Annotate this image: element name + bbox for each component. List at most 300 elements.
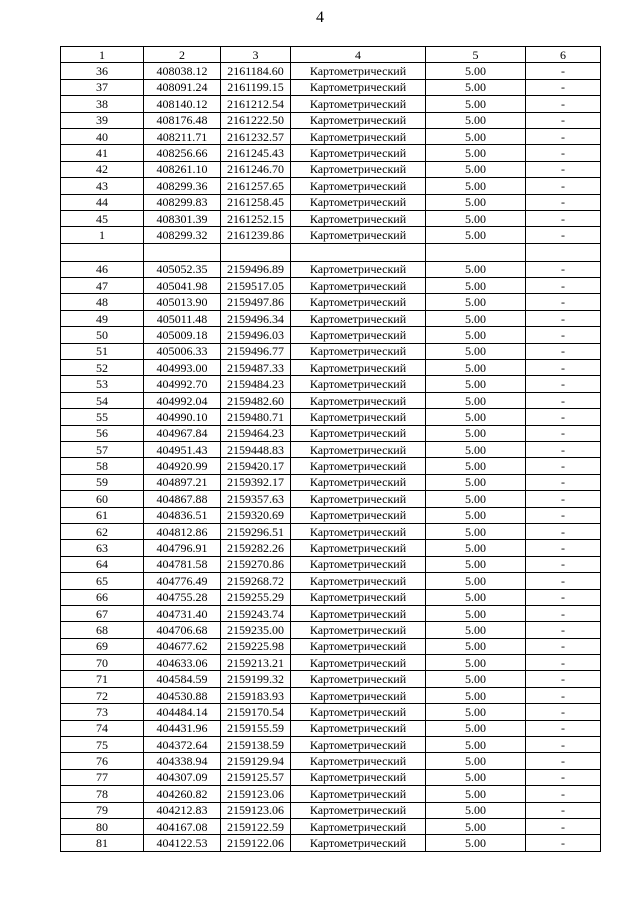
description-cell: - <box>526 540 601 556</box>
y-coordinate-cell: 2159482.60 <box>221 392 291 408</box>
method-cell: Картометрический <box>291 835 426 851</box>
description-cell: - <box>526 79 601 95</box>
table-row <box>61 79 601 95</box>
description-cell: - <box>526 261 601 277</box>
y-coordinate-cell: 2159129.94 <box>221 753 291 769</box>
description-cell: - <box>526 360 601 376</box>
description-cell: - <box>526 491 601 507</box>
x-coordinate-cell: 404677.62 <box>144 638 221 654</box>
method-cell: Картометрический <box>291 96 426 112</box>
y-coordinate-cell: 2159183.93 <box>221 687 291 703</box>
point-number-cell: 47 <box>61 278 144 294</box>
description-cell: - <box>526 523 601 539</box>
description-cell: - <box>526 294 601 310</box>
method-cell <box>291 243 426 261</box>
description-cell: - <box>526 818 601 834</box>
description-cell: - <box>526 210 601 226</box>
y-coordinate-cell: 2161246.70 <box>221 161 291 177</box>
y-coordinate-cell: 2159270.86 <box>221 556 291 572</box>
accuracy-cell: 5.00 <box>426 655 526 671</box>
table-row <box>61 720 601 736</box>
x-coordinate-cell: 404731.40 <box>144 605 221 621</box>
method-cell: Картометрический <box>291 178 426 194</box>
y-coordinate-cell: 2159496.03 <box>221 327 291 343</box>
y-coordinate-cell: 2159496.77 <box>221 343 291 359</box>
table-row <box>61 605 601 621</box>
description-cell: - <box>526 392 601 408</box>
description-cell: - <box>526 409 601 425</box>
accuracy-cell: 5.00 <box>426 622 526 638</box>
x-coordinate-cell: 408256.66 <box>144 145 221 161</box>
accuracy-cell: 5.00 <box>426 161 526 177</box>
method-cell: Картометрический <box>291 343 426 359</box>
description-cell: - <box>526 737 601 753</box>
accuracy-cell: 5.00 <box>426 210 526 226</box>
table-row <box>61 753 601 769</box>
point-number-cell: 56 <box>61 425 144 441</box>
table-row <box>61 128 601 144</box>
y-coordinate-cell: 2159123.06 <box>221 802 291 818</box>
description-cell: - <box>526 278 601 294</box>
accuracy-cell: 5.00 <box>426 294 526 310</box>
point-number-cell: 44 <box>61 194 144 210</box>
table-row <box>61 540 601 556</box>
x-coordinate-cell: 404967.84 <box>144 425 221 441</box>
point-number-cell: 74 <box>61 720 144 736</box>
table-row <box>61 243 601 261</box>
y-coordinate-cell: 2161212.54 <box>221 96 291 112</box>
description-cell: - <box>526 63 601 79</box>
description-cell: - <box>526 671 601 687</box>
column-header: 4 <box>291 47 426 63</box>
method-cell: Картометрический <box>291 145 426 161</box>
x-coordinate-cell: 404781.58 <box>144 556 221 572</box>
method-cell: Картометрический <box>291 655 426 671</box>
accuracy-cell: 5.00 <box>426 769 526 785</box>
method-cell: Картометрический <box>291 523 426 539</box>
column-header: 1 <box>61 47 144 63</box>
description-cell: - <box>526 802 601 818</box>
accuracy-cell: 5.00 <box>426 409 526 425</box>
description-cell: - <box>526 161 601 177</box>
y-coordinate-cell: 2159199.32 <box>221 671 291 687</box>
y-coordinate-cell: 2161184.60 <box>221 63 291 79</box>
table-body <box>61 63 601 851</box>
y-coordinate-cell: 2159420.17 <box>221 458 291 474</box>
table-row <box>61 161 601 177</box>
x-coordinate-cell: 404867.88 <box>144 491 221 507</box>
method-cell: Картометрический <box>291 409 426 425</box>
method-cell: Картометрический <box>291 261 426 277</box>
point-number-cell: 57 <box>61 441 144 457</box>
method-cell: Картометрический <box>291 720 426 736</box>
x-coordinate-cell: 404633.06 <box>144 655 221 671</box>
x-coordinate-cell: 404992.70 <box>144 376 221 392</box>
point-number-cell <box>61 243 144 261</box>
table-row <box>61 655 601 671</box>
accuracy-cell: 5.00 <box>426 128 526 144</box>
table-row <box>61 523 601 539</box>
x-coordinate-cell: 408299.36 <box>144 178 221 194</box>
method-cell: Картометрический <box>291 210 426 226</box>
point-number-cell: 70 <box>61 655 144 671</box>
point-number-cell: 40 <box>61 128 144 144</box>
table-row <box>61 818 601 834</box>
table-row <box>61 261 601 277</box>
table-row <box>61 63 601 79</box>
point-number-cell: 76 <box>61 753 144 769</box>
table-row <box>61 737 601 753</box>
table-row <box>61 835 601 851</box>
description-cell: - <box>526 655 601 671</box>
description-cell: - <box>526 589 601 605</box>
accuracy-cell: 5.00 <box>426 458 526 474</box>
x-coordinate-cell: 404897.21 <box>144 474 221 490</box>
method-cell: Картометрический <box>291 128 426 144</box>
y-coordinate-cell: 2159235.00 <box>221 622 291 638</box>
x-coordinate-cell: 408038.12 <box>144 63 221 79</box>
description-cell: - <box>526 310 601 326</box>
y-coordinate-cell: 2159282.26 <box>221 540 291 556</box>
table-row <box>61 227 601 243</box>
table-row <box>61 687 601 703</box>
method-cell: Картометрический <box>291 278 426 294</box>
x-coordinate-cell: 408301.39 <box>144 210 221 226</box>
accuracy-cell: 5.00 <box>426 523 526 539</box>
table-row <box>61 376 601 392</box>
description-cell: - <box>526 769 601 785</box>
point-number-cell: 42 <box>61 161 144 177</box>
x-coordinate-cell: 404755.28 <box>144 589 221 605</box>
method-cell: Картометрический <box>291 425 426 441</box>
method-cell: Картометрический <box>291 573 426 589</box>
point-number-cell: 59 <box>61 474 144 490</box>
point-number-cell: 43 <box>61 178 144 194</box>
x-coordinate-cell: 408299.32 <box>144 227 221 243</box>
method-cell: Картометрический <box>291 671 426 687</box>
description-cell: - <box>526 573 601 589</box>
point-number-cell: 45 <box>61 210 144 226</box>
description-cell: - <box>526 178 601 194</box>
accuracy-cell: 5.00 <box>426 687 526 703</box>
y-coordinate-cell: 2159243.74 <box>221 605 291 621</box>
x-coordinate-cell: 404796.91 <box>144 540 221 556</box>
description-cell: - <box>526 687 601 703</box>
point-number-cell: 36 <box>61 63 144 79</box>
point-number-cell: 37 <box>61 79 144 95</box>
point-number-cell: 73 <box>61 704 144 720</box>
point-number-cell: 65 <box>61 573 144 589</box>
y-coordinate-cell: 2159448.83 <box>221 441 291 457</box>
point-number-cell: 78 <box>61 786 144 802</box>
method-cell: Картометрический <box>291 622 426 638</box>
method-cell: Картометрический <box>291 556 426 572</box>
x-coordinate-cell: 405041.98 <box>144 278 221 294</box>
x-coordinate-cell: 404260.82 <box>144 786 221 802</box>
description-cell: - <box>526 720 601 736</box>
y-coordinate-cell: 2161252.15 <box>221 210 291 226</box>
x-coordinate-cell: 404992.04 <box>144 392 221 408</box>
table-row <box>61 491 601 507</box>
x-coordinate-cell: 408140.12 <box>144 96 221 112</box>
accuracy-cell: 5.00 <box>426 556 526 572</box>
y-coordinate-cell: 2159122.06 <box>221 835 291 851</box>
accuracy-cell: 5.00 <box>426 261 526 277</box>
method-cell: Картометрический <box>291 491 426 507</box>
x-coordinate-cell: 404836.51 <box>144 507 221 523</box>
method-cell: Картометрический <box>291 79 426 95</box>
y-coordinate-cell: 2159155.59 <box>221 720 291 736</box>
method-cell: Картометрический <box>291 458 426 474</box>
column-header: 2 <box>144 47 221 63</box>
y-coordinate-cell: 2161239.86 <box>221 227 291 243</box>
method-cell: Картометрический <box>291 753 426 769</box>
method-cell: Картометрический <box>291 310 426 326</box>
point-number-cell: 53 <box>61 376 144 392</box>
x-coordinate-cell: 404122.53 <box>144 835 221 851</box>
accuracy-cell: 5.00 <box>426 360 526 376</box>
x-coordinate-cell: 405006.33 <box>144 343 221 359</box>
y-coordinate-cell: 2159496.89 <box>221 261 291 277</box>
accuracy-cell <box>426 243 526 261</box>
x-coordinate-cell: 404212.83 <box>144 802 221 818</box>
x-coordinate-cell <box>144 243 221 261</box>
method-cell: Картометрический <box>291 392 426 408</box>
description-cell: - <box>526 112 601 128</box>
method-cell: Картометрический <box>291 737 426 753</box>
y-coordinate-cell: 2159138.59 <box>221 737 291 753</box>
point-number-cell: 54 <box>61 392 144 408</box>
point-number-cell: 72 <box>61 687 144 703</box>
y-coordinate-cell: 2159268.72 <box>221 573 291 589</box>
method-cell: Картометрический <box>291 802 426 818</box>
y-coordinate-cell: 2161222.50 <box>221 112 291 128</box>
y-coordinate-cell: 2161258.45 <box>221 194 291 210</box>
y-coordinate-cell: 2159170.54 <box>221 704 291 720</box>
point-number-cell: 60 <box>61 491 144 507</box>
description-cell: - <box>526 474 601 490</box>
page-number: 4 <box>316 9 324 26</box>
point-number-cell: 49 <box>61 310 144 326</box>
point-number-cell: 69 <box>61 638 144 654</box>
method-cell: Картометрический <box>291 769 426 785</box>
accuracy-cell: 5.00 <box>426 343 526 359</box>
table-row <box>61 671 601 687</box>
method-cell: Картометрический <box>291 589 426 605</box>
point-number-cell: 67 <box>61 605 144 621</box>
point-number-cell: 48 <box>61 294 144 310</box>
point-number-cell: 75 <box>61 737 144 753</box>
description-cell: - <box>526 145 601 161</box>
table-row <box>61 474 601 490</box>
table-row <box>61 458 601 474</box>
point-number-cell: 79 <box>61 802 144 818</box>
accuracy-cell: 5.00 <box>426 605 526 621</box>
accuracy-cell: 5.00 <box>426 802 526 818</box>
method-cell: Картометрический <box>291 294 426 310</box>
x-coordinate-cell: 404584.59 <box>144 671 221 687</box>
table-row <box>61 327 601 343</box>
table-row <box>61 441 601 457</box>
x-coordinate-cell: 404812.86 <box>144 523 221 539</box>
point-number-cell: 68 <box>61 622 144 638</box>
accuracy-cell: 5.00 <box>426 392 526 408</box>
point-number-cell: 39 <box>61 112 144 128</box>
y-coordinate-cell: 2159464.23 <box>221 425 291 441</box>
accuracy-cell: 5.00 <box>426 491 526 507</box>
point-number-cell: 58 <box>61 458 144 474</box>
table-row <box>61 638 601 654</box>
coordinates-table <box>60 46 601 852</box>
y-coordinate-cell: 2159496.34 <box>221 310 291 326</box>
accuracy-cell: 5.00 <box>426 507 526 523</box>
x-coordinate-cell: 408299.83 <box>144 194 221 210</box>
method-cell: Картометрический <box>291 540 426 556</box>
description-cell: - <box>526 556 601 572</box>
table-row <box>61 507 601 523</box>
table-row <box>61 786 601 802</box>
accuracy-cell: 5.00 <box>426 671 526 687</box>
point-number-cell: 62 <box>61 523 144 539</box>
description-cell: - <box>526 458 601 474</box>
x-coordinate-cell: 408211.71 <box>144 128 221 144</box>
table-row <box>61 294 601 310</box>
table-row <box>61 769 601 785</box>
table-row <box>61 360 601 376</box>
x-coordinate-cell: 404990.10 <box>144 409 221 425</box>
table-row <box>61 145 601 161</box>
accuracy-cell: 5.00 <box>426 310 526 326</box>
y-coordinate-cell: 2161232.57 <box>221 128 291 144</box>
column-header: 5 <box>426 47 526 63</box>
y-coordinate-cell: 2159357.63 <box>221 491 291 507</box>
method-cell: Картометрический <box>291 638 426 654</box>
description-cell: - <box>526 605 601 621</box>
table-row <box>61 556 601 572</box>
y-coordinate-cell: 2159213.21 <box>221 655 291 671</box>
point-number-cell: 55 <box>61 409 144 425</box>
y-coordinate-cell: 2161257.65 <box>221 178 291 194</box>
point-number-cell: 61 <box>61 507 144 523</box>
x-coordinate-cell: 408091.24 <box>144 79 221 95</box>
description-cell: - <box>526 441 601 457</box>
point-number-cell: 41 <box>61 145 144 161</box>
accuracy-cell: 5.00 <box>426 704 526 720</box>
point-number-cell: 50 <box>61 327 144 343</box>
accuracy-cell: 5.00 <box>426 786 526 802</box>
description-cell: - <box>526 128 601 144</box>
x-coordinate-cell: 405052.35 <box>144 261 221 277</box>
x-coordinate-cell: 404338.94 <box>144 753 221 769</box>
y-coordinate-cell: 2159320.69 <box>221 507 291 523</box>
point-number-cell: 80 <box>61 818 144 834</box>
accuracy-cell: 5.00 <box>426 376 526 392</box>
accuracy-cell: 5.00 <box>426 835 526 851</box>
table-row <box>61 278 601 294</box>
description-cell: - <box>526 376 601 392</box>
x-coordinate-cell: 404431.96 <box>144 720 221 736</box>
y-coordinate-cell: 2159122.59 <box>221 818 291 834</box>
x-coordinate-cell: 405013.90 <box>144 294 221 310</box>
accuracy-cell: 5.00 <box>426 818 526 834</box>
description-cell <box>526 243 601 261</box>
table-row <box>61 178 601 194</box>
y-coordinate-cell: 2159487.33 <box>221 360 291 376</box>
table-row <box>61 573 601 589</box>
accuracy-cell: 5.00 <box>426 540 526 556</box>
accuracy-cell: 5.00 <box>426 227 526 243</box>
method-cell: Картометрический <box>291 194 426 210</box>
description-cell: - <box>526 227 601 243</box>
y-coordinate-cell: 2159255.29 <box>221 589 291 605</box>
point-number-cell: 51 <box>61 343 144 359</box>
accuracy-cell: 5.00 <box>426 589 526 605</box>
y-coordinate-cell: 2159484.23 <box>221 376 291 392</box>
description-cell: - <box>526 425 601 441</box>
description-cell: - <box>526 638 601 654</box>
method-cell: Картометрический <box>291 327 426 343</box>
y-coordinate-cell: 2159123.06 <box>221 786 291 802</box>
point-number-cell: 71 <box>61 671 144 687</box>
accuracy-cell: 5.00 <box>426 96 526 112</box>
y-coordinate-cell: 2161199.15 <box>221 79 291 95</box>
accuracy-cell: 5.00 <box>426 327 526 343</box>
table-row <box>61 409 601 425</box>
description-cell: - <box>526 835 601 851</box>
method-cell: Картометрический <box>291 704 426 720</box>
x-coordinate-cell: 408176.48 <box>144 112 221 128</box>
description-cell: - <box>526 704 601 720</box>
accuracy-cell: 5.00 <box>426 474 526 490</box>
accuracy-cell: 5.00 <box>426 720 526 736</box>
method-cell: Картометрический <box>291 360 426 376</box>
x-coordinate-cell: 404776.49 <box>144 573 221 589</box>
x-coordinate-cell: 404372.64 <box>144 737 221 753</box>
method-cell: Картометрический <box>291 161 426 177</box>
point-number-cell: 64 <box>61 556 144 572</box>
table-row <box>61 622 601 638</box>
accuracy-cell: 5.00 <box>426 278 526 294</box>
accuracy-cell: 5.00 <box>426 112 526 128</box>
description-cell: - <box>526 194 601 210</box>
method-cell: Картометрический <box>291 687 426 703</box>
description-cell: - <box>526 507 601 523</box>
table-header-row <box>61 47 601 63</box>
point-number-cell: 1 <box>61 227 144 243</box>
description-cell: - <box>526 786 601 802</box>
method-cell: Картометрический <box>291 227 426 243</box>
point-number-cell: 63 <box>61 540 144 556</box>
method-cell: Картометрический <box>291 818 426 834</box>
column-header: 6 <box>526 47 601 63</box>
accuracy-cell: 5.00 <box>426 194 526 210</box>
description-cell: - <box>526 622 601 638</box>
method-cell: Картометрический <box>291 441 426 457</box>
accuracy-cell: 5.00 <box>426 425 526 441</box>
accuracy-cell: 5.00 <box>426 79 526 95</box>
point-number-cell: 38 <box>61 96 144 112</box>
table-row <box>61 194 601 210</box>
accuracy-cell: 5.00 <box>426 753 526 769</box>
x-coordinate-cell: 404920.99 <box>144 458 221 474</box>
accuracy-cell: 5.00 <box>426 178 526 194</box>
x-coordinate-cell: 405011.48 <box>144 310 221 326</box>
point-number-cell: 46 <box>61 261 144 277</box>
y-coordinate-cell <box>221 243 291 261</box>
y-coordinate-cell: 2159392.17 <box>221 474 291 490</box>
description-cell: - <box>526 96 601 112</box>
y-coordinate-cell: 2159125.57 <box>221 769 291 785</box>
